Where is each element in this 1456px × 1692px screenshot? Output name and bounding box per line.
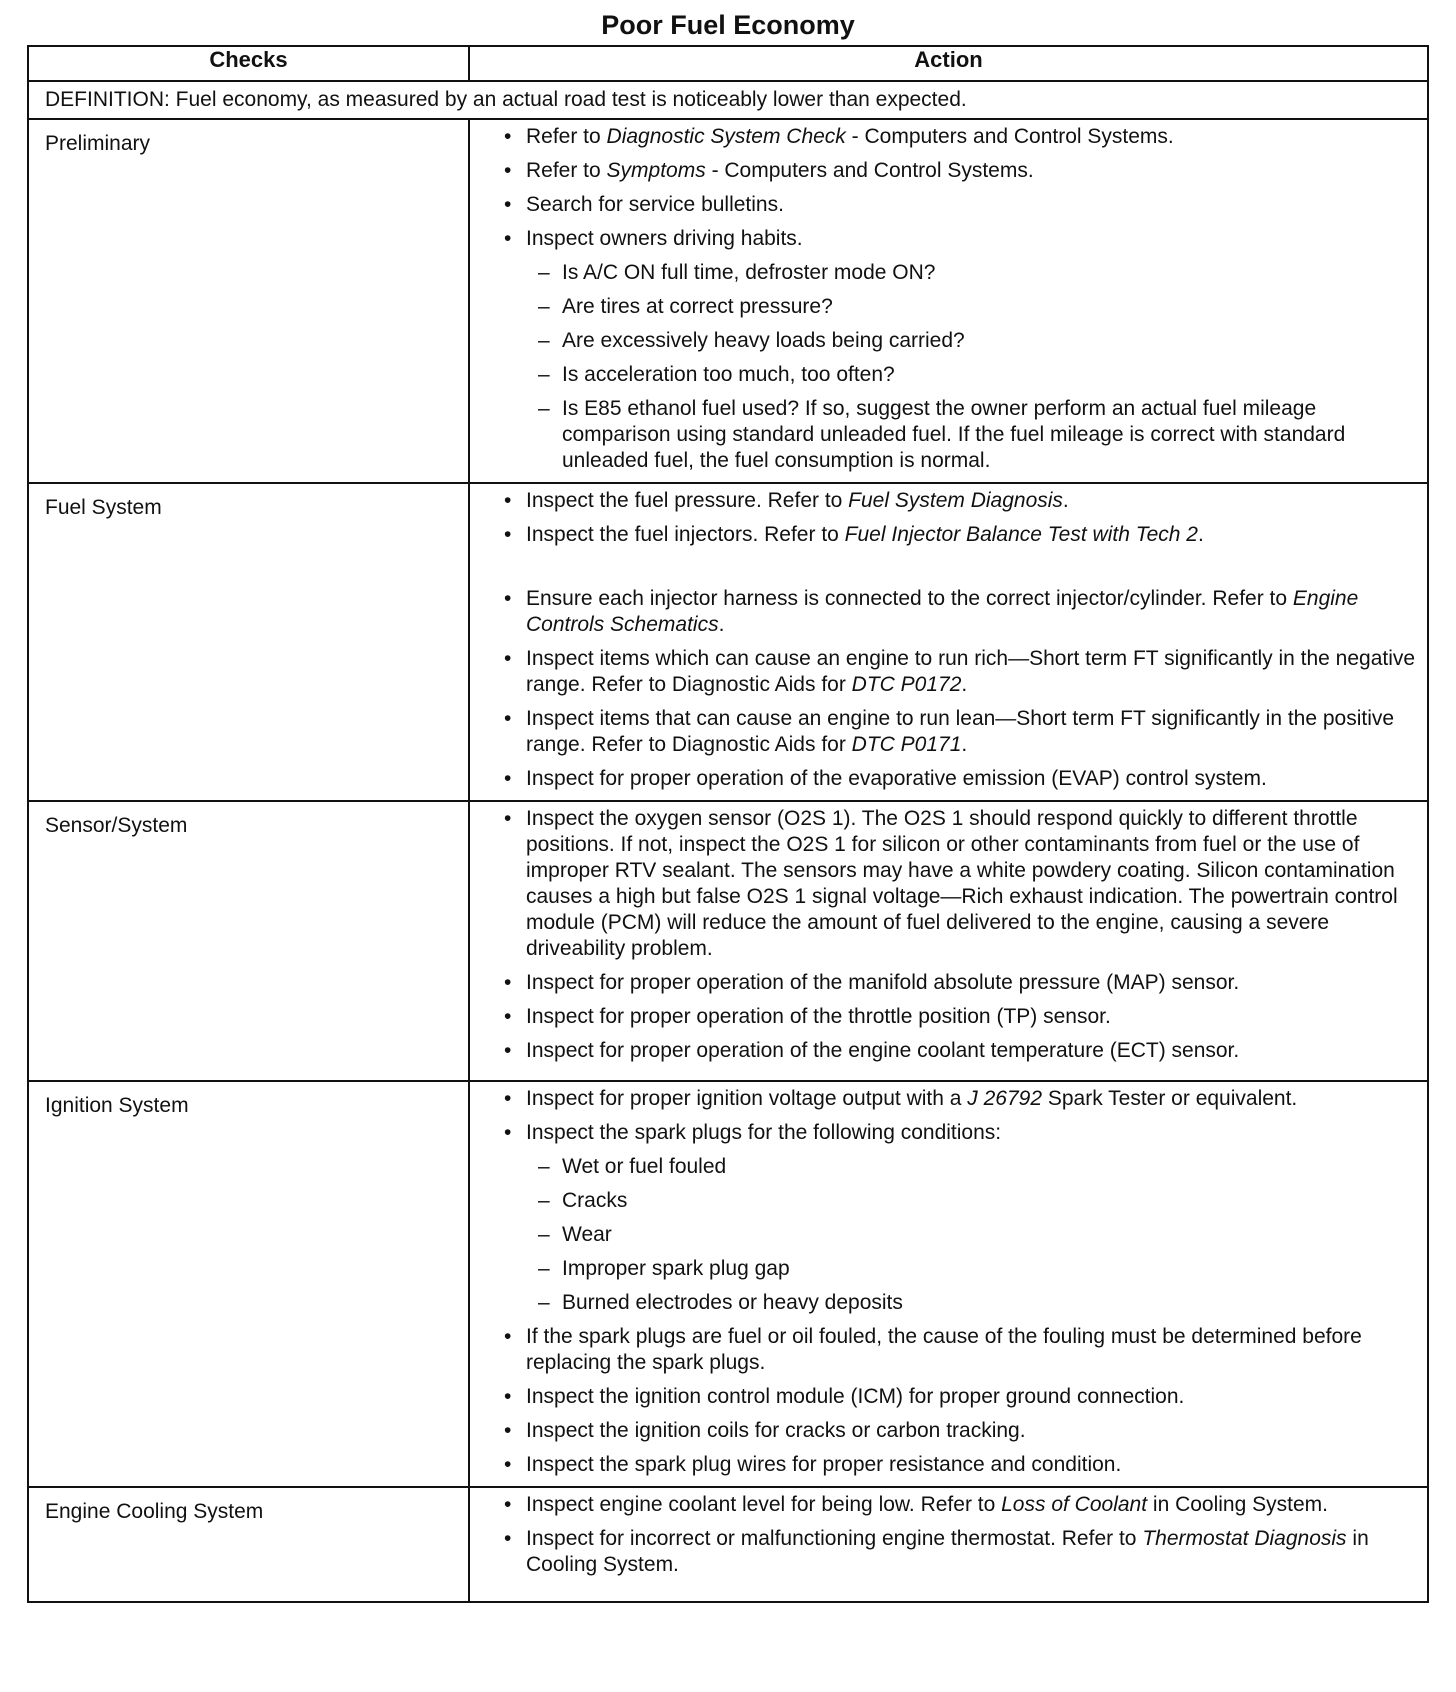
item-text: Wear bbox=[562, 1223, 612, 1246]
action-item bbox=[504, 226, 1419, 252]
item-text: Inspect the ignition coils for cracks or carbon tracking. bbox=[526, 1419, 1026, 1442]
section-row bbox=[28, 483, 1428, 801]
check-label: Engine Cooling System bbox=[28, 1487, 469, 1602]
action-item bbox=[504, 586, 1419, 638]
action-item bbox=[504, 1038, 1419, 1064]
dash-icon: – bbox=[538, 295, 550, 318]
item-text: . bbox=[961, 733, 968, 756]
bullet-icon: • bbox=[504, 125, 512, 148]
action-subitem bbox=[504, 362, 1419, 388]
dash-icon: – bbox=[538, 397, 550, 420]
item-text: Is E85 ethanol fuel used? If so, suggest the owner perform an actual fuel mileage comparison using standard unleaded fuel. If the fuel mileage is correct with standard unleaded fuel, the fuel consumption is normal. bbox=[562, 397, 1346, 472]
bullet-icon: • bbox=[504, 523, 512, 546]
item-text: Inspect for proper operation of the manifold absolute pressure (MAP) sensor. bbox=[526, 971, 1240, 994]
item-text: Inspect the spark plug wires for proper resistance and condition. bbox=[526, 1453, 1122, 1476]
reference-text: Diagnostic System Check bbox=[606, 125, 846, 148]
reference-text: Thermostat Diagnosis bbox=[1142, 1527, 1347, 1550]
item-text: . bbox=[718, 613, 725, 636]
reference-text: DTC P0172 bbox=[851, 673, 962, 696]
dash-icon: – bbox=[538, 261, 550, 284]
item-text: . bbox=[961, 673, 968, 696]
section-row bbox=[28, 1487, 1428, 1602]
action-item bbox=[504, 646, 1419, 698]
header-action: Action bbox=[469, 46, 1428, 81]
dash-icon: – bbox=[538, 1257, 550, 1280]
item-text: Spark Tester or equivalent. bbox=[1042, 1087, 1298, 1110]
action-item bbox=[504, 1418, 1419, 1444]
bullet-icon: • bbox=[504, 1005, 512, 1028]
action-subitem bbox=[504, 396, 1419, 474]
reference-text: Fuel Injector Balance Test with Tech 2 bbox=[844, 523, 1198, 546]
action-cell bbox=[469, 1487, 1428, 1602]
check-label: Preliminary bbox=[28, 119, 469, 483]
bullet-icon: • bbox=[504, 1325, 512, 1348]
page-title: Poor Fuel Economy bbox=[601, 10, 855, 40]
reference-text: J 26792 bbox=[967, 1087, 1043, 1110]
reference-text: DTC P0171 bbox=[851, 733, 962, 756]
section-row bbox=[28, 1081, 1428, 1487]
check-label: Ignition System bbox=[28, 1081, 469, 1487]
item-text: Inspect the oxygen sensor (O2S 1). The O2S 1 should respond quickly to different throttle positions. If not, inspect the O2S 1 for silicon or other contaminants from fuel or the use of improper RTV sealant. The sensors may have a white powdery coating. Silicon contamination causes a high but false O2S 1 signal voltage—Rich exhaust indication. The powertrain control module (PCM) will reduce the amount of fuel delivered to the engine, causing a severe driveability problem. bbox=[526, 807, 1398, 960]
item-text: in Cooling System. bbox=[1147, 1493, 1328, 1516]
item-text: Are excessively heavy loads being carried? bbox=[562, 329, 965, 352]
item-text: Inspect for proper operation of the engine coolant temperature (ECT) sensor. bbox=[526, 1039, 1240, 1062]
dash-icon: – bbox=[538, 329, 550, 352]
bullet-icon: • bbox=[504, 193, 512, 216]
action-item bbox=[504, 192, 1419, 218]
item-text: Inspect the fuel injectors. Refer to bbox=[526, 523, 845, 546]
check-label: Fuel System bbox=[28, 483, 469, 801]
bullet-icon: • bbox=[504, 1493, 512, 1516]
action-subitem bbox=[504, 1290, 1419, 1316]
action-item bbox=[504, 1324, 1419, 1376]
action-subitem bbox=[504, 1188, 1419, 1214]
bullet-icon: • bbox=[504, 489, 512, 512]
item-text: in Cooling System. bbox=[526, 1527, 1369, 1576]
action-item bbox=[504, 1004, 1419, 1030]
bullet-icon: • bbox=[504, 807, 512, 830]
action-item bbox=[504, 522, 1419, 548]
item-text: Inspect items that can cause an engine to run lean—Short term FT significantly in the positive range. Refer to Diagnostic Aids for bbox=[526, 707, 1395, 756]
action-cell bbox=[469, 801, 1428, 1081]
action-item bbox=[504, 766, 1419, 792]
bullet-icon: • bbox=[504, 1419, 512, 1442]
header-checks: Checks bbox=[28, 46, 469, 81]
item-text: Inspect engine coolant level for being low. Refer to bbox=[526, 1493, 1002, 1516]
item-text: - Computers and Control Systems. bbox=[705, 159, 1034, 182]
item-text: Inspect the ignition control module (ICM) for proper ground connection. bbox=[526, 1385, 1185, 1408]
action-subitem bbox=[504, 294, 1419, 320]
action-cell bbox=[469, 119, 1428, 483]
item-text: Is acceleration too much, too often? bbox=[562, 363, 895, 386]
item-text: If the spark plugs are fuel or oil fouled, the cause of the fouling must be determined before replacing the spark plugs. bbox=[526, 1325, 1362, 1374]
action-item bbox=[504, 124, 1419, 150]
section-row bbox=[28, 119, 1428, 483]
dash-icon: – bbox=[538, 1189, 550, 1212]
action-item bbox=[504, 1526, 1419, 1578]
diagnostic-table bbox=[27, 45, 1429, 1603]
spacer bbox=[504, 556, 1419, 586]
action-item bbox=[504, 970, 1419, 996]
item-text: Inspect the fuel pressure. Refer to bbox=[526, 489, 849, 512]
action-item bbox=[504, 706, 1419, 758]
bullet-icon: • bbox=[504, 1385, 512, 1408]
item-text: Search for service bulletins. bbox=[526, 193, 784, 216]
item-text: Improper spark plug gap bbox=[562, 1257, 790, 1280]
bullet-icon: • bbox=[504, 707, 512, 730]
action-cell bbox=[469, 1081, 1428, 1487]
action-cell bbox=[469, 483, 1428, 801]
item-text: . bbox=[1197, 523, 1204, 546]
reference-text: Engine Controls Schematics bbox=[526, 587, 1359, 636]
header-row bbox=[28, 46, 1428, 81]
definition-row bbox=[28, 81, 1428, 119]
item-text: Inspect for proper operation of the evaporative emission (EVAP) control system. bbox=[526, 767, 1267, 790]
dash-icon: – bbox=[538, 1291, 550, 1314]
definition-text: DEFINITION: Fuel economy, as measured by an actual road test is noticeably lower than expected. bbox=[28, 81, 1428, 119]
reference-text: Loss of Coolant bbox=[1001, 1493, 1148, 1516]
item-text: Inspect for incorrect or malfunctioning engine thermostat. Refer to bbox=[526, 1527, 1143, 1550]
item-text: Cracks bbox=[562, 1189, 628, 1212]
item-text: Inspect owners driving habits. bbox=[526, 227, 803, 250]
dash-icon: – bbox=[538, 1155, 550, 1178]
item-text: Inspect for proper ignition voltage output with a bbox=[526, 1087, 968, 1110]
item-text: Inspect for proper operation of the throttle position (TP) sensor. bbox=[526, 1005, 1111, 1028]
action-subitem bbox=[504, 260, 1419, 286]
action-item bbox=[504, 1452, 1419, 1478]
bullet-icon: • bbox=[504, 767, 512, 790]
dash-icon: – bbox=[538, 363, 550, 386]
bullet-icon: • bbox=[504, 1121, 512, 1144]
action-subitem bbox=[504, 1154, 1419, 1180]
action-subitem bbox=[504, 1222, 1419, 1248]
action-subitem bbox=[504, 328, 1419, 354]
bullet-icon: • bbox=[504, 159, 512, 182]
item-text: Is A/C ON full time, defroster mode ON? bbox=[562, 261, 936, 284]
section-row bbox=[28, 801, 1428, 1081]
item-text: Inspect the spark plugs for the following conditions: bbox=[526, 1121, 1002, 1144]
bullet-icon: • bbox=[504, 1527, 512, 1550]
bullet-icon: • bbox=[504, 1453, 512, 1476]
dash-icon: – bbox=[538, 1223, 550, 1246]
action-item bbox=[504, 1492, 1419, 1518]
bullet-icon: • bbox=[504, 647, 512, 670]
item-text: Refer to bbox=[526, 159, 607, 182]
reference-text: Symptoms bbox=[606, 159, 706, 182]
bullet-icon: • bbox=[504, 227, 512, 250]
item-text: Inspect items which can cause an engine to run rich—Short term FT significantly in the negative range. Refer to Diagnostic Aids for bbox=[526, 647, 1416, 696]
reference-text: Fuel System Diagnosis bbox=[848, 489, 1063, 512]
item-text: Burned electrodes or heavy deposits bbox=[562, 1291, 903, 1314]
action-item bbox=[504, 1120, 1419, 1146]
action-item bbox=[504, 158, 1419, 184]
item-text: - Computers and Control Systems. bbox=[845, 125, 1174, 148]
item-text: . bbox=[1062, 489, 1069, 512]
bullet-icon: • bbox=[504, 587, 512, 610]
action-item bbox=[504, 488, 1419, 514]
bullet-icon: • bbox=[504, 1087, 512, 1110]
action-item bbox=[504, 1086, 1419, 1112]
item-text: Ensure each injector harness is connected to the correct injector/cylinder. Refer to bbox=[526, 587, 1293, 610]
item-text: Are tires at correct pressure? bbox=[562, 295, 833, 318]
bullet-icon: • bbox=[504, 1039, 512, 1062]
action-subitem bbox=[504, 1256, 1419, 1282]
action-item bbox=[504, 806, 1419, 962]
item-text: Refer to bbox=[526, 125, 607, 148]
check-label: Sensor/System bbox=[28, 801, 469, 1081]
action-item bbox=[504, 1384, 1419, 1410]
item-text: Wet or fuel fouled bbox=[562, 1155, 727, 1178]
bullet-icon: • bbox=[504, 971, 512, 994]
